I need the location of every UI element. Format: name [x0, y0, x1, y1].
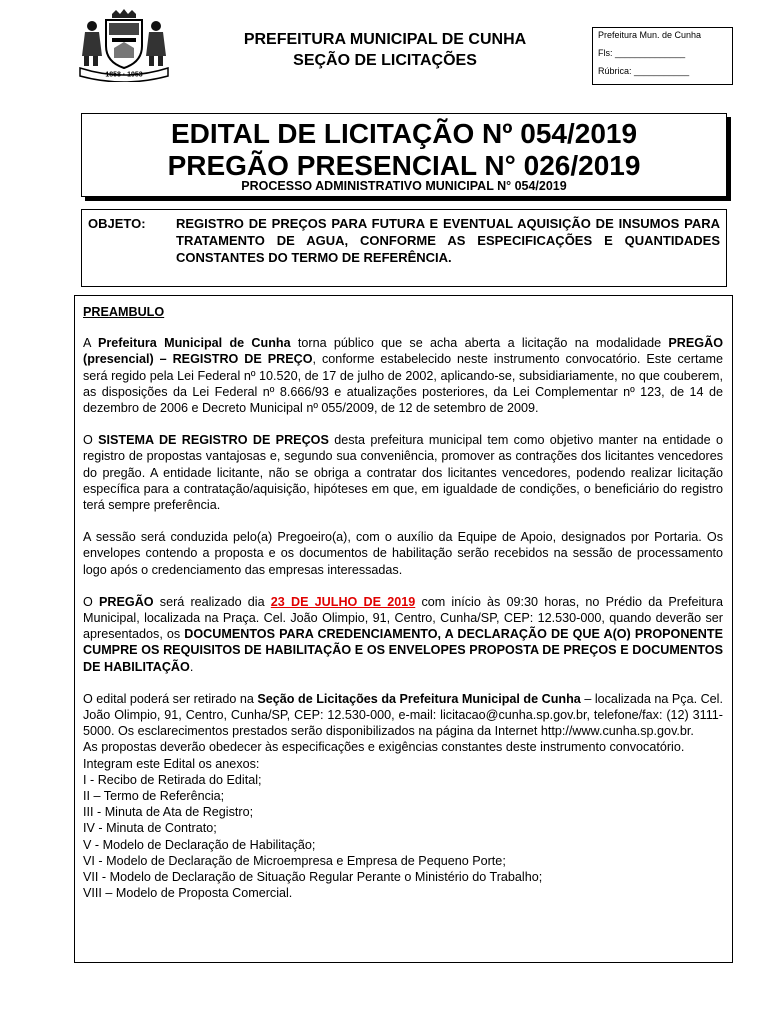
preambulo-paragraph-5: O edital poderá ser retirado na Seção de Licitações da Prefeitura Municipal de Cunha – localizada na Pça. Cel. João Olimpio, 91, Centro, Cunha/SP, CEP: 12.530-000, e-mail: licitacao@cunha.sp.gov.br, telefone/fax: (12) 3111-5000. Os esclarecimentos prestados serão disponibilizados na página da Internet http://www.cunha.sp.gov.br.	[83, 691, 723, 739]
list-item: VII - Modelo de Declaração de Situação Regular Perante o Ministério do Trabalho;	[83, 870, 543, 885]
list-item: III - Minuta de Ata de Registro;	[83, 805, 254, 820]
stamp-org: Prefeitura Mun. de Cunha	[598, 30, 702, 40]
crest-ribbon-text: 1858 · 1953	[105, 71, 143, 79]
preambulo-paragraph-2: O SISTEMA DE REGISTRO DE PREÇOS desta prefeitura municipal tem como objetivo manter na entidade o registro de propostas vantajosas e, segundo sua conveniência, promover as contrações dos licitantes vencedores do pregão. A entidade licitante, não se obriga a contratar dos licitantes vencedores, podendo realizar licitação específica para a contratação/aquisição, hipóteses em que, em igualdade de condições, o beneficiário do registro terá sempre preferência.	[83, 433, 724, 513]
session-date: 23 DE JULHO DE 2019	[270, 594, 416, 609]
page-stamp	[592, 27, 733, 85]
list-item: II – Termo de Referência;	[83, 789, 225, 804]
header-subtitle: SEÇÃO DE LICITAÇÕES	[293, 52, 477, 69]
preambulo-paragraph-4: O PREGÃO será realizado dia 23 DE JULHO DE 2019 com início às 09:30 horas, no Prédio da Prefeitura Municipal, localizada na Praça. Cel. João Olimpio, 91, Centro, Cunha/SP, CEP: 12.530-000, quando deverão ser apresentados, os DOCUMENTOS PARA CREDENCIAMENTO, A DECLARAÇÃO DE QUE A(O) PROPONENTE CUMPRE OS REQUISITOS DE HABILITAÇÃO E OS ENVELOPES PROPOSTA DE PREÇOS E DOCUMENTOS DE HABILITAÇÃO.	[83, 594, 723, 674]
annex-list	[83, 772, 723, 902]
stamp-rubrica: Rúbrica: ___________	[598, 66, 690, 76]
municipal-crest-logo	[76, 8, 172, 82]
preambulo-box	[74, 295, 733, 963]
objeto-text: REGISTRO DE PREÇOS PARA FUTURA E EVENTUAL AQUISIÇÃO DE INSUMOS PARA TRATAMENTO DE AGUA, CONFORME AS ESPECIFICAÇÕES E QUANTIDADES CONSTANTES DO TERMO DE REFERÊNCIA.	[176, 216, 720, 265]
edital-title: EDITAL DE LICITAÇÃO Nº 054/2019	[170, 118, 638, 149]
title-box	[81, 113, 727, 197]
list-item: V - Modelo de Declaração de Habilitação;	[83, 837, 316, 852]
preambulo-paragraph-6: As propostas deverão obedecer às especificações e exigências constantes deste instrumento convocatório.	[83, 740, 685, 755]
pregao-title: PREGÃO PRESENCIAL N° 026/2019	[167, 150, 641, 181]
preambulo-content	[83, 304, 723, 902]
header-title: PREFEITURA MUNICIPAL DE CUNHA	[243, 31, 527, 48]
list-item: IV - Minuta de Contrato;	[83, 821, 217, 836]
list-item: I - Recibo de Retirada do Edital;	[83, 772, 262, 787]
list-item: VI - Modelo de Declaração de Microempresa e Empresa de Pequeno Porte;	[83, 853, 506, 868]
objeto-label: OBJETO:	[88, 216, 146, 231]
preambulo-paragraph-3: A sessão será conduzida pelo(a) Pregoeiro(a), com o auxílio da Equipe de Apoio, designados por Portaria. Os envelopes contendo a proposta e os documentos de habilitação serão recebidos na sessão de processamento logo após o credenciamento das empresas interessadas.	[83, 530, 723, 577]
list-item: VIII – Modelo de Proposta Comercial.	[83, 886, 293, 901]
stamp-fls: Fls: ______________	[598, 48, 686, 58]
annex-intro: Integram este Edital os anexos:	[83, 756, 260, 771]
preambulo-heading: PREAMBULO	[83, 305, 165, 319]
processo-subtitle: PROCESSO ADMINISTRATIVO MUNICIPAL N° 054/2019	[241, 179, 567, 193]
objeto-box	[81, 209, 727, 287]
preambulo-paragraph-1: A Prefeitura Municipal de Cunha torna público que se acha aberta a licitação na modalidade PREGÃO (presencial) – REGISTRO DE PREÇO, conforme estabelecido neste instrumento convocatório. Este certame será regido pela Lei Federal nº 10.520, de 17 de julho de 2002, aplicando-se, subsidiariamente, no que couberem, as disposições da Lei Federal nº 8.666/93 e atualizações posteriores, da Lei Complementar nº 123, de 14 de dezembro de 2006 e Decreto Municipal nº 055/2009, de 12 de setembro de 2009.	[83, 336, 723, 416]
